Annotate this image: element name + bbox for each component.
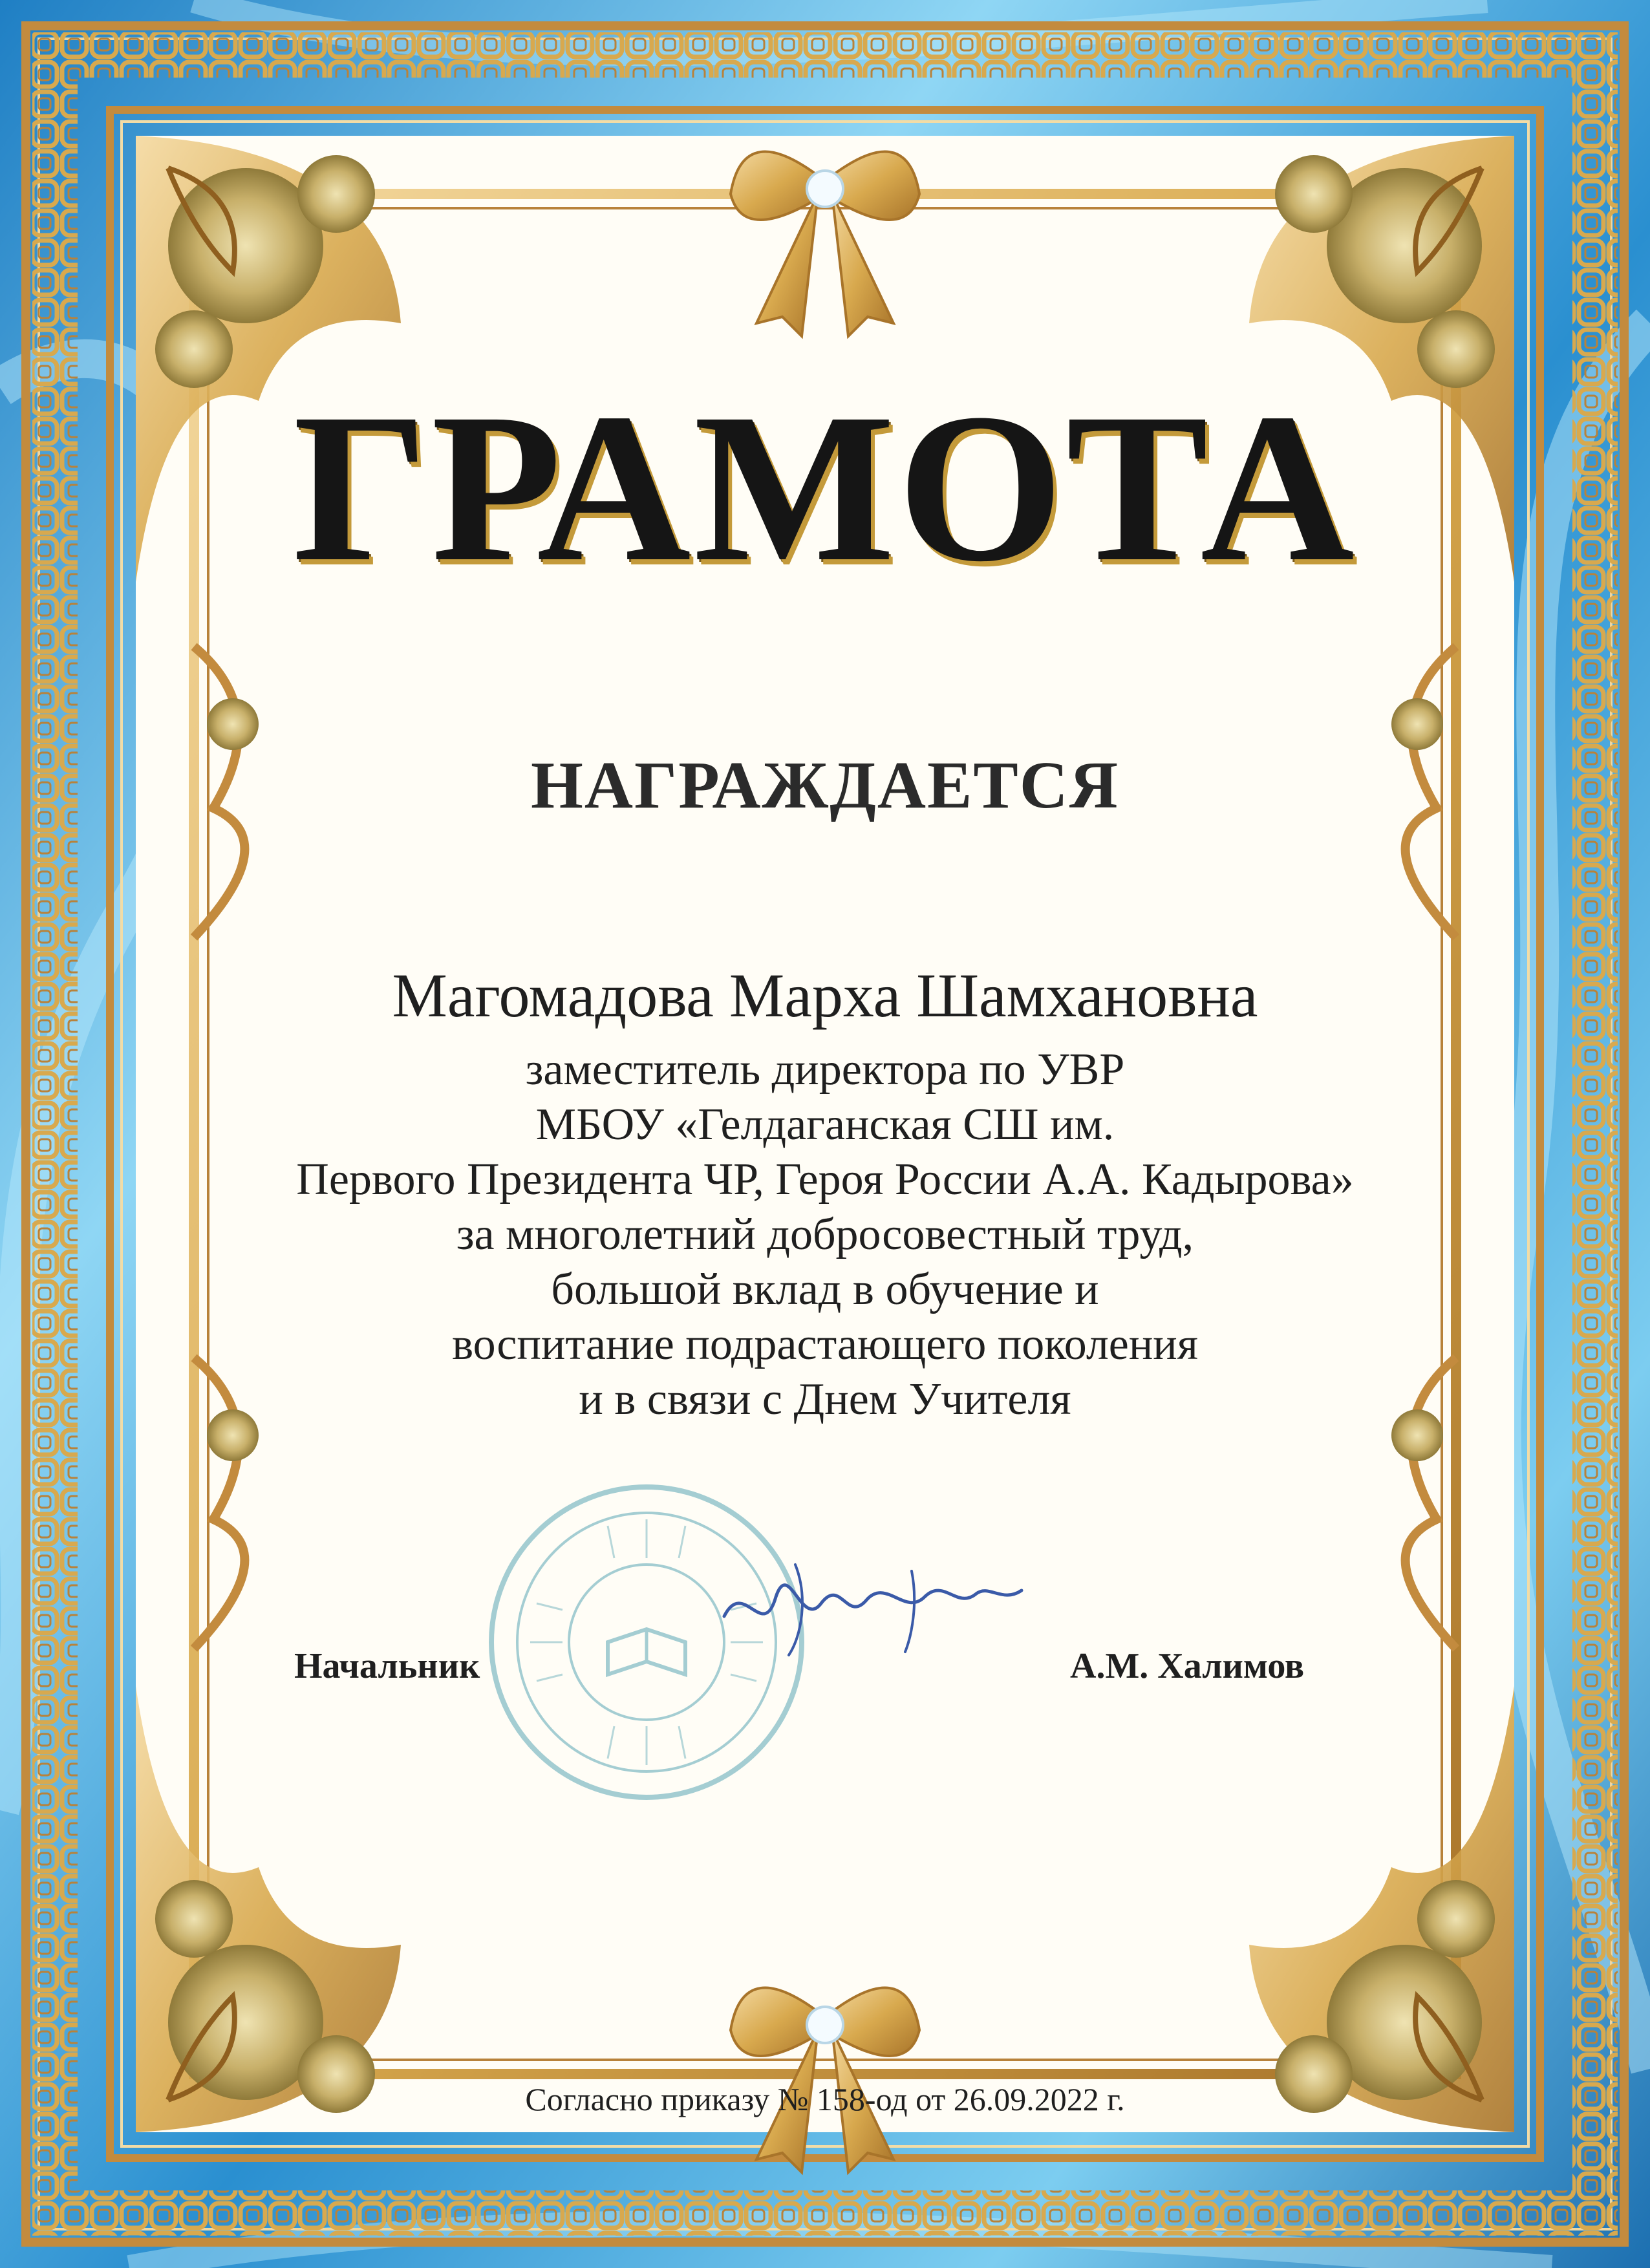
- body-line: большой вклад в обучение и: [551, 1265, 1099, 1314]
- body-line: воспитание подрастающего поколения: [452, 1320, 1198, 1369]
- order-reference: Согласно приказу № 158-од от 26.09.2022 г.: [525, 2081, 1125, 2117]
- body-line: и в связи с Днем Учителя: [579, 1375, 1071, 1424]
- body-line: за многолетний добросовестный труд,: [456, 1210, 1194, 1259]
- certificate-title: ГРАМОТА: [293, 370, 1357, 606]
- signer-name: А.М. Халимов: [1070, 1646, 1305, 1686]
- handwritten-signature: [718, 1539, 1028, 1668]
- body-line: МБОУ «Гелдаганская СШ им.: [535, 1100, 1115, 1150]
- signer-title: Начальник: [294, 1646, 480, 1686]
- recipient-name: Магомадова Марха Шамхановна: [392, 961, 1258, 1030]
- body-line: заместитель директора по УВР: [525, 1045, 1125, 1095]
- award-reason: [0, 1042, 1650, 1427]
- awarded-heading: НАГРАЖДАЕТСЯ: [531, 748, 1119, 822]
- body-line: Первого Президента ЧР, Героя России А.А. Кадырова»: [296, 1155, 1354, 1204]
